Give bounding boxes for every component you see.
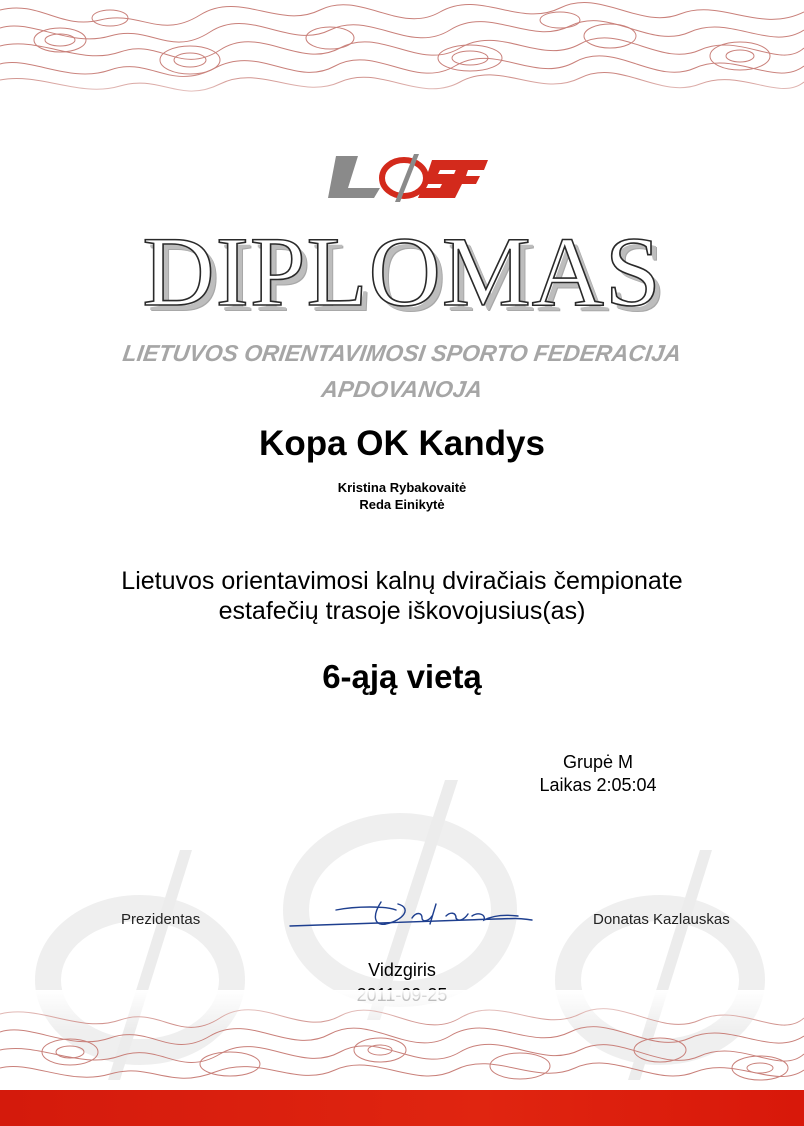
federation-awards: APDOVANOJA	[319, 376, 485, 402]
federation-name: LIETUVOS ORIENTAVIMOSI SPORTO FEDERACIJA	[121, 340, 683, 366]
place-text: 6-ąją vietą	[322, 658, 482, 695]
championship-line: Lietuvos orientavimosi kalnų dviračiais čempionate	[121, 567, 683, 595]
group-label: Grupė M	[562, 752, 634, 772]
top-contour-pattern	[0, 0, 804, 110]
championship-line: estafečių trasoje iškovojusius(as)	[218, 597, 586, 625]
bottom-contour-pattern	[0, 990, 804, 1090]
member-name: Reda Einikytė	[359, 497, 445, 512]
president-label: Prezidentas	[121, 911, 201, 928]
signature-image	[286, 894, 536, 934]
president-name: Donatas Kazlauskas	[593, 911, 730, 928]
bottom-red-bar	[0, 1090, 804, 1126]
member-name: Kristina Rybakovaitė	[337, 480, 467, 495]
diploma-title: DIPLOMAS	[142, 216, 662, 327]
location: Vidzgiris	[368, 960, 436, 980]
losf-logo	[322, 152, 488, 202]
team-name: Kopa OK Kandys	[259, 424, 545, 463]
time-label: Laikas 2:05:04	[539, 775, 657, 795]
